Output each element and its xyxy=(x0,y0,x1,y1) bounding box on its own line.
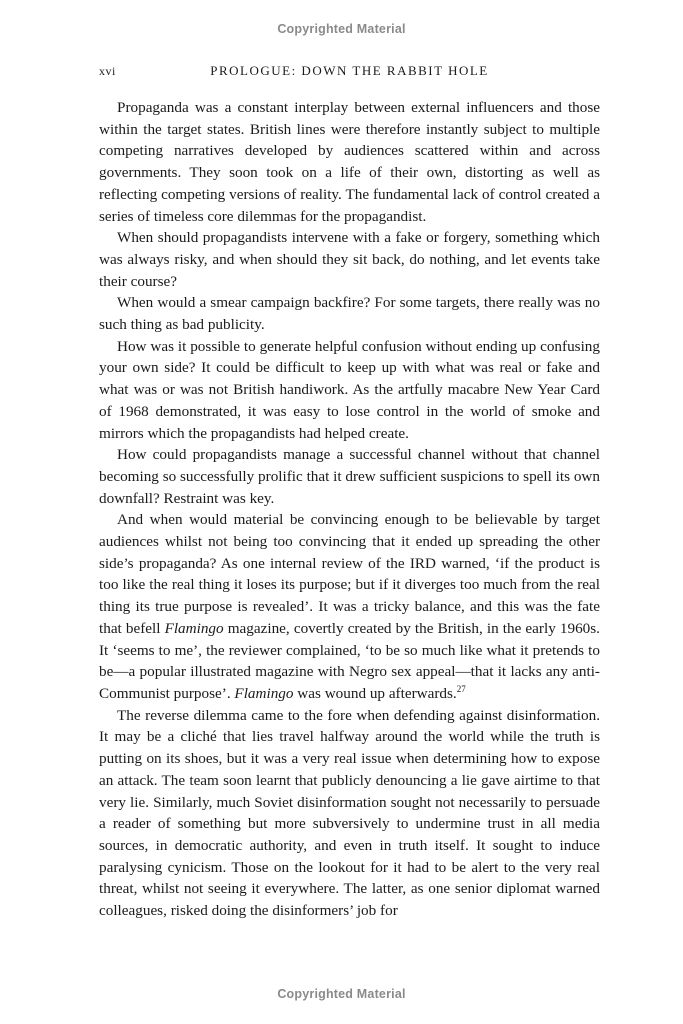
watermark-bottom: Copyrighted Material xyxy=(277,987,406,1001)
text-run: magazine, covertly created by the British, in the early 1960s. It ‘seems to me’, the reviewer complained, ‘to be so much like what it pretends to be—a popular illustrated magazine with Negro sex appeal—that it lacks any anti-Communist purpose’. xyxy=(99,619,600,702)
paragraph-flamingo xyxy=(99,509,600,704)
footnote-marker[interactable]: 27 xyxy=(456,683,466,694)
magazine-title: Flamingo xyxy=(234,684,294,702)
chapter-title: PROLOGUE: DOWN THE RABBIT HOLE xyxy=(210,63,489,78)
magazine-title: Flamingo xyxy=(164,619,224,637)
paragraph: Propaganda was a constant interplay between external influencers and those within the target states. British lines were therefore instantly subject to multiple competing narratives developed by audiences scattered within and across governments. They soon took on a life of their own, distorting as well as reflecting competing versions of reality. The fundamental lack of control created a series of timeless core dilemmas for the propagandist. xyxy=(99,99,600,225)
paragraph: The reverse dilemma came to the fore when defending against disinformation. It may be a cliché that lies travel halfway around the world while the truth is putting on its shoes, but it was a very real issue when determining how to expose an attack. The team soon learnt that publicly denouncing a lie gave airtime to that very lie. Similarly, much Soviet disinformation sought not necessarily to persuade a reader of something but more subversively to undermine trust in all media sources, in democratic authority, and even in truth itself. It sought to induce paralysing cynicism. Those on the lookout for it had to be alert to the very real threat, whilst not seeing it everywhere. The latter, as one senior diplomat warned colleagues, risked doing the disinformers’ job for xyxy=(99,706,600,920)
paragraph: When would a smear campaign backfire? For some targets, there really was no such thing as bad publicity. xyxy=(99,294,600,334)
running-head xyxy=(99,64,600,82)
text-run: And when would material be convincing enough to be believable by target audiences whilst not being too convincing that it ended up spreading the other side’s propaganda? As one internal review of the IRD warned, ‘if the product is too like the real thing it loses its purpose; but if it diverges too much from the real thing its true purpose is revealed’. It was a tricky balance, and this was the fate that befell xyxy=(99,511,600,637)
page-number: xvi xyxy=(99,64,116,78)
watermark-top: Copyrighted Material xyxy=(277,22,406,36)
paragraph: How was it possible to generate helpful confusion without ending up confusing your own side? It could be difficult to keep up with what was real or fake and what was or was not British handiwork. As the artfully macabre New Year Card of 1968 demonstrated, it was easy to lose control in the world of smoke and mirrors which the propagandists had helped create. xyxy=(99,337,600,442)
body-text xyxy=(99,97,600,922)
text-run: was wound up afterwards. xyxy=(293,684,457,702)
paragraph: When should propagandists intervene with a fake or forgery, something which was always risky, and when should they sit back, do nothing, and let events take their course? xyxy=(99,229,600,290)
paragraph: How could propagandists manage a successful channel without that channel becoming so successfully prolific that it drew sufficient suspicions to spell its own downfall? Restraint was key. xyxy=(99,446,600,507)
